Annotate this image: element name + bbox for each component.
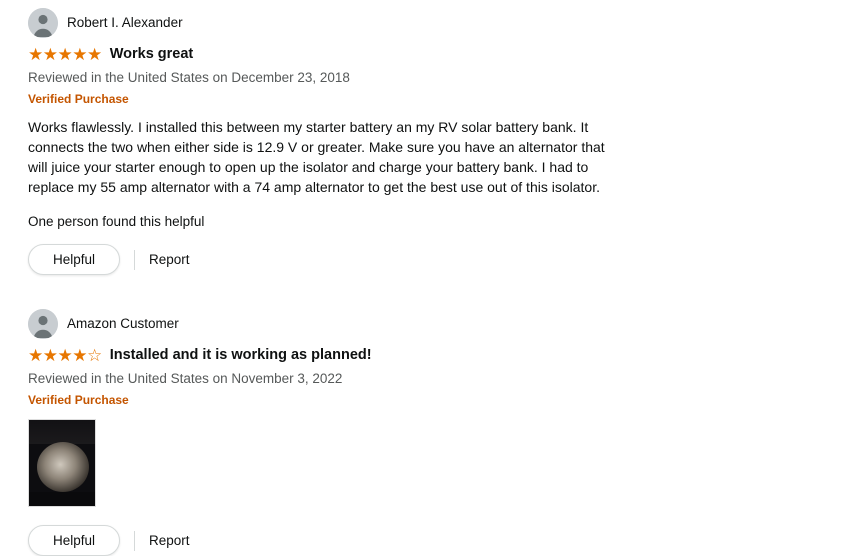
review-meta: Reviewed in the United States on December 23, 2018 [28,70,350,85]
review-item [28,307,827,556]
photo-region-top [29,420,95,444]
report-link[interactable]: Report [149,252,190,267]
review-title[interactable]: Installed and it is working as planned! [109,346,372,363]
star-rating-icon[interactable]: ★★★★★ [28,45,102,64]
helpful-button[interactable]: Helpful [28,244,120,275]
verified-purchase-badge: Verified Purchase [28,393,129,407]
review-actions [28,525,827,556]
reviewer-name[interactable]: Robert I. Alexander [67,15,183,31]
user-avatar-icon [28,8,58,38]
photo-region-bottom [29,492,95,506]
report-link[interactable]: Report [149,533,190,548]
review-actions [28,244,827,275]
action-divider [134,250,135,270]
user-avatar-icon [28,309,58,339]
review-meta: Reviewed in the United States on November 3, 2022 [28,371,343,386]
helpful-button[interactable]: Helpful [28,525,120,556]
verified-purchase-badge: Verified Purchase [28,92,129,106]
reviewer-name[interactable]: Amazon Customer [67,316,179,332]
reviewer-row [28,6,827,40]
action-divider [134,531,135,551]
photo-subject [37,442,89,492]
star-rating-icon[interactable]: ★★★★☆ [28,346,102,365]
review-item [28,6,827,275]
reviewer-row [28,307,827,341]
rating-row [28,347,827,364]
helpful-count: One person found this helpful [28,214,205,229]
review-title[interactable]: Works great [109,45,194,62]
rating-row [28,46,827,63]
review-body: Works flawlessly. I installed this between my starter battery an my RV solar battery bank. It connects the two when either side is 12.9 V or greater. Make sure you have an alternator that will juice your starter enough to open up the isolator and charge your battery bank. I had to replace my 55 amp alternator with a 74 amp alternator to get the best use out of this isolator. [28,119,605,195]
